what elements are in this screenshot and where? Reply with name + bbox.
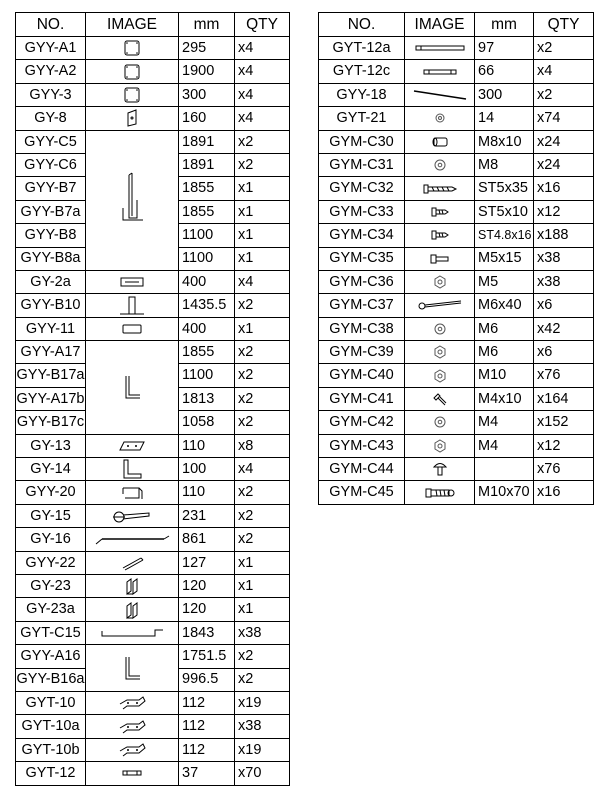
header-no: NO. — [319, 13, 405, 37]
part-number: GYM-C45 — [319, 481, 405, 504]
table-row — [16, 504, 290, 527]
part-size: 1855 — [179, 341, 235, 364]
part-number: GYY-B7 — [16, 177, 86, 200]
part-size: ST4.8x16 — [475, 224, 534, 247]
part-quantity: x38 — [235, 715, 290, 738]
part-image — [405, 130, 475, 153]
channel-clip-icon — [86, 576, 178, 596]
header-row — [16, 13, 290, 37]
nut-icon — [405, 344, 474, 360]
part-quantity: x4 — [235, 37, 290, 60]
table-row — [16, 458, 290, 481]
part-image — [86, 341, 179, 435]
part-quantity: x4 — [235, 458, 290, 481]
part-quantity: x1 — [235, 574, 290, 597]
table-row — [16, 481, 290, 504]
part-size: 1058 — [179, 411, 235, 434]
header-no: NO. — [16, 13, 86, 37]
header-qty: QTY — [534, 13, 594, 37]
part-quantity: x74 — [534, 107, 594, 130]
anchor-bolt-icon — [405, 485, 474, 501]
part-image — [86, 37, 179, 60]
table-row — [319, 364, 594, 387]
table-row — [16, 528, 290, 551]
part-size: 1855 — [179, 177, 235, 200]
part-size: ST5x35 — [475, 177, 534, 200]
table-row — [319, 411, 594, 434]
part-number: GYM-C39 — [319, 341, 405, 364]
part-quantity: x1 — [235, 317, 290, 340]
pipe-clamp-icon — [86, 694, 178, 712]
part-image — [86, 481, 179, 504]
part-image — [405, 224, 475, 247]
part-size: M8 — [475, 153, 534, 176]
part-quantity: x38 — [235, 621, 290, 644]
part-quantity: x1 — [235, 551, 290, 574]
flat-plate-icon — [86, 108, 178, 128]
washer-icon — [405, 414, 474, 430]
parts-table-left — [15, 12, 290, 786]
part-number: GYM-C35 — [319, 247, 405, 270]
part-number: GYM-C33 — [319, 200, 405, 223]
washer-icon — [405, 321, 474, 337]
part-number: GYY-B10 — [16, 294, 86, 317]
part-size: 1900 — [179, 60, 235, 83]
part-size — [475, 458, 534, 481]
part-image — [405, 294, 475, 317]
part-number: GYM-C38 — [319, 317, 405, 340]
part-number: GYY-B8a — [16, 247, 86, 270]
hook-icon — [86, 554, 178, 572]
pin-icon — [405, 67, 474, 77]
part-size: M6 — [475, 341, 534, 364]
part-quantity: x19 — [235, 738, 290, 761]
table-row — [16, 317, 290, 340]
part-number: GYY-B17a — [16, 364, 86, 387]
part-image — [86, 434, 179, 457]
part-size: M5x15 — [475, 247, 534, 270]
table-row — [319, 83, 594, 106]
part-number: GYM-C42 — [319, 411, 405, 434]
part-number: GYY-A1 — [16, 37, 86, 60]
part-quantity: x2 — [235, 481, 290, 504]
part-size: 400 — [179, 270, 235, 293]
part-size: 1435.5 — [179, 294, 235, 317]
part-number: GYY-A17b — [16, 387, 86, 410]
part-quantity: x1 — [235, 598, 290, 621]
table-row — [319, 37, 594, 60]
part-quantity: x2 — [235, 387, 290, 410]
part-quantity: x12 — [534, 434, 594, 457]
table-row — [16, 598, 290, 621]
part-size: 996.5 — [179, 668, 235, 691]
part-size: 1891 — [179, 130, 235, 153]
part-image — [405, 341, 475, 364]
part-image — [405, 177, 475, 200]
part-size: M4 — [475, 434, 534, 457]
part-image — [405, 60, 475, 83]
part-size: M4x10 — [475, 387, 534, 410]
parts-table-right — [318, 12, 594, 505]
part-size: M10x70 — [475, 481, 534, 504]
part-number: GYY-22 — [16, 551, 86, 574]
mushroom-plug-icon — [405, 460, 474, 478]
table-row — [319, 317, 594, 340]
part-size: 400 — [179, 317, 235, 340]
table-row — [319, 294, 594, 317]
part-number: GYY-B16a — [16, 668, 86, 691]
table-row — [319, 224, 594, 247]
table-row — [16, 621, 290, 644]
header-image: IMAGE — [405, 13, 475, 37]
part-quantity: x2 — [235, 364, 290, 387]
part-size: 120 — [179, 574, 235, 597]
part-image — [86, 60, 179, 83]
part-size: 110 — [179, 481, 235, 504]
table-row — [319, 270, 594, 293]
part-size: 112 — [179, 691, 235, 714]
angle-bar-icon — [86, 372, 178, 402]
part-quantity: x6 — [534, 341, 594, 364]
part-quantity: x38 — [534, 270, 594, 293]
header-mm: mm — [475, 13, 534, 37]
table-row — [16, 130, 290, 153]
pipe-clamp-icon — [86, 741, 178, 759]
part-number: GY-14 — [16, 458, 86, 481]
table-row — [16, 294, 290, 317]
part-quantity: x24 — [534, 153, 594, 176]
part-size: 37 — [179, 762, 235, 785]
part-image — [86, 715, 179, 738]
part-number: GYT-12 — [16, 762, 86, 785]
part-size: M8x10 — [475, 130, 534, 153]
part-quantity: x1 — [235, 224, 290, 247]
table-row — [319, 60, 594, 83]
table-row — [16, 83, 290, 106]
part-quantity: x8 — [235, 434, 290, 457]
screw-icon — [405, 205, 474, 219]
part-quantity: x1 — [235, 247, 290, 270]
part-number: GYM-C43 — [319, 434, 405, 457]
part-size: 1100 — [179, 247, 235, 270]
part-quantity: x16 — [534, 177, 594, 200]
part-quantity: x76 — [534, 458, 594, 481]
part-number: GYT-10a — [16, 715, 86, 738]
part-size: 160 — [179, 107, 235, 130]
part-quantity: x76 — [534, 364, 594, 387]
part-size: 1751.5 — [179, 645, 235, 668]
part-number: GYT-10b — [16, 738, 86, 761]
table-row — [319, 200, 594, 223]
short-pin-icon — [86, 768, 178, 778]
part-quantity: x164 — [534, 387, 594, 410]
part-size: 1100 — [179, 364, 235, 387]
part-number: GYY-11 — [16, 317, 86, 340]
part-size: 112 — [179, 715, 235, 738]
table-row — [16, 551, 290, 574]
slotted-plate-icon — [86, 439, 178, 453]
part-image — [86, 270, 179, 293]
part-quantity: x4 — [235, 83, 290, 106]
part-image — [86, 574, 179, 597]
countersunk-screw-icon — [405, 390, 474, 408]
table-row — [319, 153, 594, 176]
part-quantity: x4 — [534, 60, 594, 83]
part-size: 300 — [179, 83, 235, 106]
table-row — [16, 270, 290, 293]
square-tube-icon — [86, 86, 178, 104]
part-image — [86, 598, 179, 621]
thin-rod-icon — [405, 88, 474, 102]
part-image — [405, 364, 475, 387]
square-tube-icon — [86, 39, 178, 57]
part-image — [86, 551, 179, 574]
screw-icon — [405, 228, 474, 242]
part-image — [86, 130, 179, 270]
part-number: GY-15 — [16, 504, 86, 527]
part-image — [86, 458, 179, 481]
table-row — [16, 715, 290, 738]
part-number: GYM-C36 — [319, 270, 405, 293]
part-image — [86, 621, 179, 644]
part-quantity: x2 — [235, 130, 290, 153]
part-image — [405, 481, 475, 504]
part-number: GYM-C34 — [319, 224, 405, 247]
part-image — [405, 37, 475, 60]
part-number: GY-2a — [16, 270, 86, 293]
part-image — [86, 107, 179, 130]
part-image — [405, 270, 475, 293]
part-number: GYY-A17 — [16, 341, 86, 364]
part-image — [405, 247, 475, 270]
header-mm: mm — [179, 13, 235, 37]
part-size: 300 — [475, 83, 534, 106]
part-size: 97 — [475, 37, 534, 60]
table-row — [16, 645, 290, 668]
part-image — [86, 83, 179, 106]
part-number: GY-13 — [16, 434, 86, 457]
part-number: GYT-21 — [319, 107, 405, 130]
part-number: GYY-C6 — [16, 153, 86, 176]
nut-icon — [405, 274, 474, 290]
eye-bolt-icon — [86, 507, 178, 525]
part-image — [405, 411, 475, 434]
part-size: 14 — [475, 107, 534, 130]
channel-clip-icon — [86, 600, 178, 620]
part-number: GY-8 — [16, 107, 86, 130]
part-number: GYM-C41 — [319, 387, 405, 410]
part-number: GY-23 — [16, 574, 86, 597]
part-image — [86, 504, 179, 527]
part-number: GYT-10 — [16, 691, 86, 714]
t-bracket-icon — [86, 294, 178, 316]
header-image: IMAGE — [86, 13, 179, 37]
part-number: GYY-B7a — [16, 200, 86, 223]
bolt-icon — [405, 253, 474, 265]
part-image — [405, 200, 475, 223]
part-quantity: x4 — [235, 107, 290, 130]
part-quantity: x2 — [235, 668, 290, 691]
part-image — [86, 645, 179, 692]
part-size: 1891 — [179, 153, 235, 176]
part-quantity: x4 — [235, 270, 290, 293]
part-size: M4 — [475, 411, 534, 434]
square-tube-icon — [86, 63, 178, 81]
washer-icon — [405, 157, 474, 173]
part-image — [405, 317, 475, 340]
part-size: ST5x10 — [475, 200, 534, 223]
part-quantity: x2 — [235, 341, 290, 364]
part-number: GYY-B8 — [16, 224, 86, 247]
header-qty: QTY — [235, 13, 290, 37]
part-quantity: x6 — [534, 294, 594, 317]
part-quantity: x1 — [235, 200, 290, 223]
table-row — [16, 762, 290, 785]
table-row — [319, 130, 594, 153]
part-number: GYM-C40 — [319, 364, 405, 387]
table-row — [16, 37, 290, 60]
part-quantity: x70 — [235, 762, 290, 785]
part-quantity: x2 — [235, 153, 290, 176]
part-size: 120 — [179, 598, 235, 621]
table-row — [16, 738, 290, 761]
part-size: 100 — [179, 458, 235, 481]
part-image — [86, 294, 179, 317]
part-quantity: x42 — [534, 317, 594, 340]
table-row — [319, 434, 594, 457]
table-row — [16, 691, 290, 714]
part-quantity: x2 — [235, 528, 290, 551]
long-bolt-icon — [405, 298, 474, 312]
part-number: GYY-20 — [16, 481, 86, 504]
part-number: GYT-C15 — [16, 621, 86, 644]
part-size: M6x40 — [475, 294, 534, 317]
nut-icon — [405, 438, 474, 454]
part-image — [86, 691, 179, 714]
part-quantity: x2 — [534, 37, 594, 60]
part-number: GYT-12c — [319, 60, 405, 83]
part-number: GYY-18 — [319, 83, 405, 106]
part-image — [86, 738, 179, 761]
table-row — [319, 481, 594, 504]
part-number: GYM-C31 — [319, 153, 405, 176]
long-rod-icon — [86, 532, 178, 546]
part-image — [86, 762, 179, 785]
l-bracket-icon — [86, 458, 178, 480]
nut-icon — [405, 368, 474, 384]
part-image — [86, 317, 179, 340]
part-quantity: x4 — [235, 60, 290, 83]
part-size: 1843 — [179, 621, 235, 644]
table-row — [16, 434, 290, 457]
part-size: 1855 — [179, 200, 235, 223]
part-quantity: x12 — [534, 200, 594, 223]
hooked-rod-icon — [86, 625, 178, 641]
part-number: GYY-3 — [16, 83, 86, 106]
part-size: M5 — [475, 270, 534, 293]
angle-bar-icon — [86, 653, 178, 683]
table-row — [16, 574, 290, 597]
part-quantity: x152 — [534, 411, 594, 434]
link-bar-icon — [86, 276, 178, 288]
part-quantity: x2 — [235, 411, 290, 434]
sleeve-icon — [405, 134, 474, 150]
part-image — [405, 107, 475, 130]
part-number: GYY-B17c — [16, 411, 86, 434]
part-image — [405, 387, 475, 410]
part-size: 66 — [475, 60, 534, 83]
part-number: GYY-A16 — [16, 645, 86, 668]
part-size: 112 — [179, 738, 235, 761]
cap-icon — [405, 111, 474, 125]
table-row — [16, 341, 290, 364]
table-row — [319, 177, 594, 200]
part-number: GYM-C32 — [319, 177, 405, 200]
part-quantity: x38 — [534, 247, 594, 270]
part-size: 231 — [179, 504, 235, 527]
part-number: GYM-C44 — [319, 458, 405, 481]
part-quantity: x188 — [534, 224, 594, 247]
part-image — [86, 528, 179, 551]
part-image — [405, 458, 475, 481]
part-image — [405, 153, 475, 176]
part-number: GYY-A2 — [16, 60, 86, 83]
part-quantity: x2 — [534, 83, 594, 106]
c-channel-upright-icon — [86, 170, 178, 230]
part-size: 1100 — [179, 224, 235, 247]
part-size: 110 — [179, 434, 235, 457]
part-quantity: x2 — [235, 504, 290, 527]
part-quantity: x16 — [534, 481, 594, 504]
part-quantity: x2 — [235, 294, 290, 317]
table-row — [319, 341, 594, 364]
part-size: M10 — [475, 364, 534, 387]
part-image — [405, 83, 475, 106]
part-size: 861 — [179, 528, 235, 551]
long-pin-icon — [405, 43, 474, 53]
part-size: 1813 — [179, 387, 235, 410]
table-row — [319, 107, 594, 130]
part-size: M6 — [475, 317, 534, 340]
part-number: GY-16 — [16, 528, 86, 551]
part-size: 295 — [179, 37, 235, 60]
long-screw-icon — [405, 183, 474, 195]
part-quantity: x2 — [235, 645, 290, 668]
part-number: GYY-C5 — [16, 130, 86, 153]
bent-bracket-icon — [86, 484, 178, 502]
part-number: GYM-C37 — [319, 294, 405, 317]
part-quantity: x19 — [235, 691, 290, 714]
table-row — [319, 458, 594, 481]
pipe-clamp-icon — [86, 718, 178, 736]
table-row — [16, 107, 290, 130]
part-quantity: x1 — [235, 177, 290, 200]
part-number: GY-23a — [16, 598, 86, 621]
part-image — [405, 434, 475, 457]
table-row — [16, 60, 290, 83]
rect-bar-icon — [86, 323, 178, 335]
part-number: GYT-12a — [319, 37, 405, 60]
part-size: 127 — [179, 551, 235, 574]
table-row — [319, 387, 594, 410]
table-row — [319, 247, 594, 270]
part-number: GYM-C30 — [319, 130, 405, 153]
header-row — [319, 13, 594, 37]
part-quantity: x24 — [534, 130, 594, 153]
